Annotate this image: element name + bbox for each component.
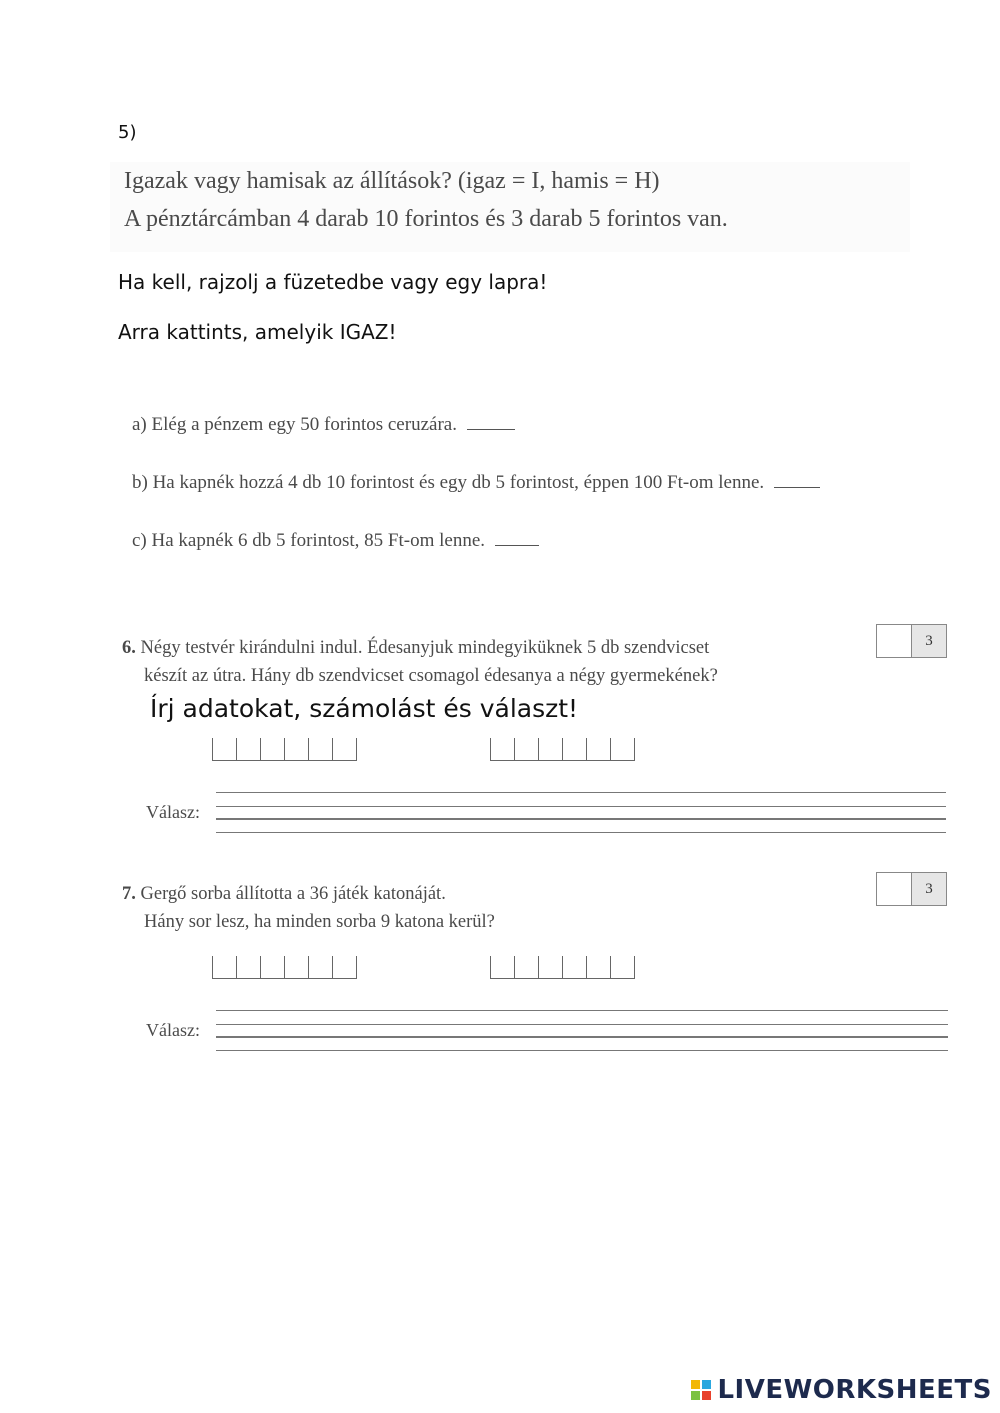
task5-scan-line1: Igazak vagy hamisak az állítások? (igaz = I, hamis = H): [124, 168, 660, 194]
statement-b-text: b) Ha kapnék hozzá 4 db 10 forintost és egy db 5 forintost, éppen 100 Ft-om lenne.: [132, 472, 765, 493]
task7-score-input[interactable]: [877, 873, 912, 905]
logo-squares-icon: [691, 1380, 711, 1400]
task6-line1: Négy testvér kirándulni indul. Édesanyjuk mindegyiküknek 5 db szendvicset: [140, 638, 710, 658]
statement-c-text: c) Ha kapnék 6 db 5 forintost, 85 Ft-om lenne.: [132, 530, 486, 551]
task6-question: [122, 634, 718, 690]
answer-blank-c[interactable]: [495, 545, 539, 546]
task6-grid-left[interactable]: [212, 738, 357, 761]
task7-answer-line4[interactable]: [216, 1050, 948, 1051]
statement-b[interactable]: [132, 472, 820, 494]
task6-answer-line1[interactable]: [216, 792, 946, 793]
answer-blank-a[interactable]: [467, 429, 515, 430]
task6-score-box: [876, 624, 947, 658]
task7-line1: Gergő sorba állította a 36 játék katonáját.: [140, 884, 446, 904]
task6-points: 3: [912, 625, 946, 657]
task7-number: 7.: [122, 884, 136, 904]
task5-scan-header: [110, 162, 910, 252]
task7-points: 3: [912, 873, 946, 905]
task6-answer-line2[interactable]: [216, 806, 946, 807]
answer-blank-b[interactable]: [774, 487, 820, 488]
task7-answer-label: Válasz:: [146, 1020, 200, 1040]
task7-answer-line2[interactable]: [216, 1024, 948, 1025]
task6-number: 6.: [122, 638, 136, 658]
task7-question: [122, 880, 495, 936]
liveworksheets-logo: [691, 1375, 992, 1405]
task6-answer-line4[interactable]: [216, 832, 946, 833]
task7-score-box: [876, 872, 947, 906]
task6-answer-line3[interactable]: [216, 818, 946, 820]
instruction-click: Arra kattints, amelyik IGAZ!: [118, 320, 397, 344]
task7-answer-line3[interactable]: [216, 1036, 948, 1038]
task7-answer-line1[interactable]: [216, 1010, 948, 1011]
task7-line2: Hány sor lesz, ha minden sorba 9 katona kerül?: [144, 912, 495, 932]
task6-line2: készít az útra. Hány db szendvicset csomagol édesanya a négy gyermekének?: [144, 666, 718, 686]
task5-scan-line2: A pénztárcámban 4 darab 10 forintos és 3 darab 5 forintos van.: [124, 206, 728, 232]
task6-grid-right[interactable]: [490, 738, 635, 761]
task6-instruction: Írj adatokat, számolást és választ!: [150, 694, 579, 723]
instruction-draw: Ha kell, rajzolj a füzetedbe vagy egy lapra!: [118, 270, 548, 294]
statement-a-text: a) Elég a pénzem egy 50 forintos ceruzára.: [132, 414, 457, 435]
task7-grid-left[interactable]: [212, 956, 357, 979]
statement-a[interactable]: [132, 414, 515, 436]
statement-c[interactable]: [132, 530, 539, 552]
task6-score-input[interactable]: [877, 625, 912, 657]
logo-text: LIVEWORKSHEETS: [717, 1375, 992, 1405]
task5-number: 5): [118, 122, 137, 143]
task7-grid-right[interactable]: [490, 956, 635, 979]
task6-answer-label: Válasz:: [146, 802, 200, 822]
